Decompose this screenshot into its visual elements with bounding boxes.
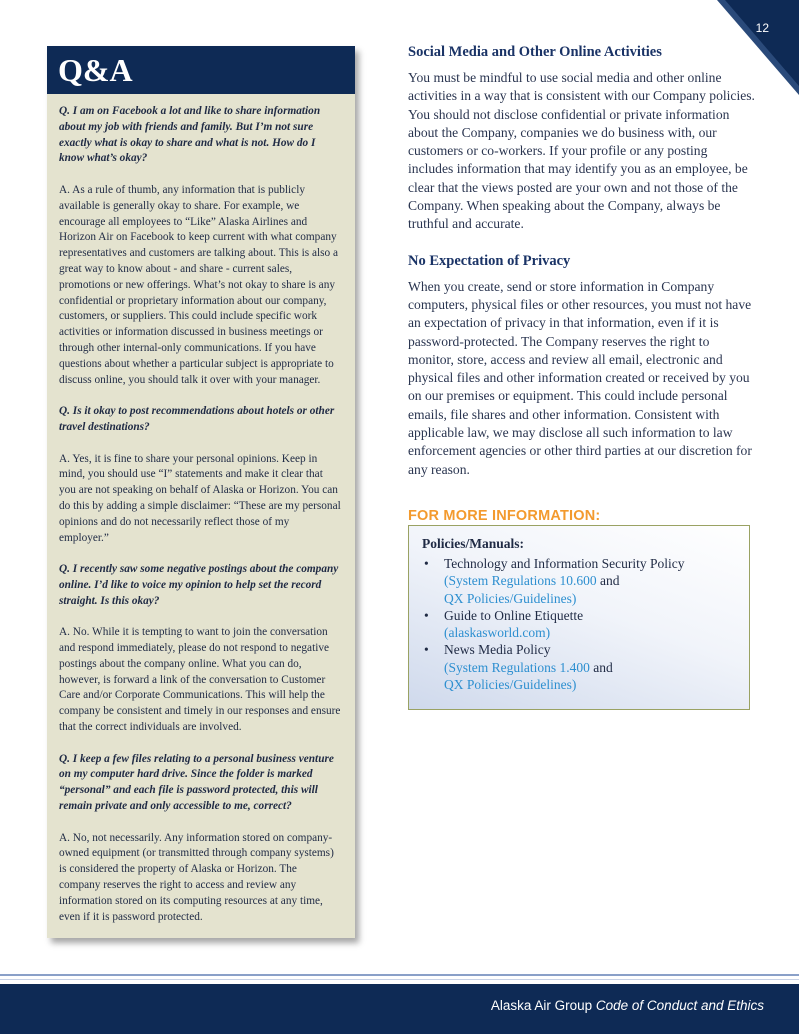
qa-answer-1: A. As a rule of thumb, any information that is publicly available is generally okay to share. For example, we encourage all employees to “Like” Alaska Airlines and Horizon Air on Facebook to keep current with what company representatives and customers are talking about. This is also a great way to know about - and share - current sales, promotions or new offerings. What’s not okay to share is any confidential or proprietary information about our company, customers, or suppliers. This could include specific work activities or information discussed in business meetings or through other internal-only communications. If you have questions about whether a particular subject is appropriate to discuss online, you should talk it over with your manager. [59, 183, 338, 386]
and-text: and [596, 573, 620, 589]
policies-heading: Policies/Manuals: [422, 536, 524, 551]
policy-link[interactable]: (System Regulations 10.600 [444, 573, 597, 589]
list-item [422, 607, 749, 642]
qa-question-4: Q. I keep a few files relating to a personal business venture on my computer hard drive. Since the folder is marked “personal” and each file is password protected, this will remain private and only accessible to me, correct? [59, 752, 334, 813]
footer-company: Alaska Air Group [490, 998, 596, 1013]
more-info-title: FOR MORE INFORMATION: [408, 508, 601, 524]
qa-question-3: Q. I recently saw some negative postings about the company online. I’d like to voice my opinion to help set the record straight. Is this okay? [59, 563, 339, 607]
footer-doc-title: Code of Conduct and Ethics [595, 998, 764, 1013]
qa-sidebar [47, 46, 355, 938]
list-item [422, 555, 749, 607]
bullet: • [424, 642, 429, 658]
qa-answer-3: A. No. While it is tempting to want to join the conversation and respond immediately, please do not respond to negative postings about the company online. What you can do, however, is forward a link of the conversation to Customer Care and/or Corporate Communications. This will help the company be consistent and timely in our responses and ensure that the correct individuals are involved. [59, 626, 341, 734]
qa-title: Q&A [47, 46, 355, 94]
policy-link[interactable]: (alaskasworld.com) [444, 625, 551, 641]
qa-answer-4: A. No, not necessarily. Any information stored on company-owned equipment (or transmitted through company systems) is considered the property of Alaska or Horizon. The company reserves the right to access and review any information stored on its computing resources at any time, even if it is password protected. [59, 831, 334, 923]
bullet: • [424, 556, 429, 571]
list-item [422, 641, 749, 693]
privacy-body: When you create, send or store information in Company computers, physical files or other resources, you must not have an expectation of privacy in that information, even if it is password-protected. The Company reserves the right to monitor, store, access and review all email, electronic and physical files and other information created or received by you on our premises or equipment. This could include personal emails, file shares and other information. Consistent with applicable law, we may disclose all such information to law enforcement agencies or other third parties at our discretion for any reason. [408, 278, 752, 477]
more-info-box [408, 525, 750, 710]
qa-body [47, 94, 355, 925]
policy-name: News Media Policy [444, 642, 551, 658]
qa-answer-2: A. Yes, it is fine to share your personal opinions. Keep in mind, you should use “I” statements and make it clear that you are not speaking on behalf of Alaska or Horizon. You can do this by adding a simple disclaimer: “These are my personal opinions and do not necessarily reflect those of my employer.” [59, 452, 341, 544]
footer [0, 984, 799, 1034]
social-media-body: You must be mindful to use social media and other online activities in a way that is consistent with our Company policies. You should not disclose confidential or private information about the Company, companies we do business with, our customers or co-workers. If your profile or any posting includes information that may identify you as an employee, be clear that the views posted are your own and not those of the Company. When speaking about the Company, always be truthful and accurate. [408, 70, 755, 232]
policies-list [422, 555, 749, 693]
privacy-heading: No Expectation of Privacy [408, 252, 571, 269]
policy-name: Technology and Information Security Policy [444, 556, 685, 571]
policy-name: Guide to Online Etiquette [444, 607, 584, 623]
footer-divider-thin [0, 979, 799, 980]
and-text: and [589, 659, 613, 675]
footer-divider [0, 974, 799, 976]
qa-question-2: Q. Is it okay to post recommendations about hotels or other travel destinations? [59, 405, 335, 433]
qa-question-1: Q. I am on Facebook a lot and like to share information about my job with friends and family. But I’m not sure exactly what is okay to share and what is not. How do I know what’s okay? [59, 105, 321, 165]
footer-text [491, 998, 764, 1013]
policy-link[interactable]: (System Regulations 1.400 [444, 659, 590, 675]
policy-link[interactable]: QX Policies/Guidelines) [444, 590, 577, 606]
main-column [408, 44, 756, 479]
policy-link[interactable]: QX Policies/Guidelines) [444, 677, 577, 693]
bullet: • [424, 607, 429, 623]
social-media-heading: Social Media and Other Online Activities [408, 44, 662, 60]
page-number: 12 [755, 21, 769, 35]
